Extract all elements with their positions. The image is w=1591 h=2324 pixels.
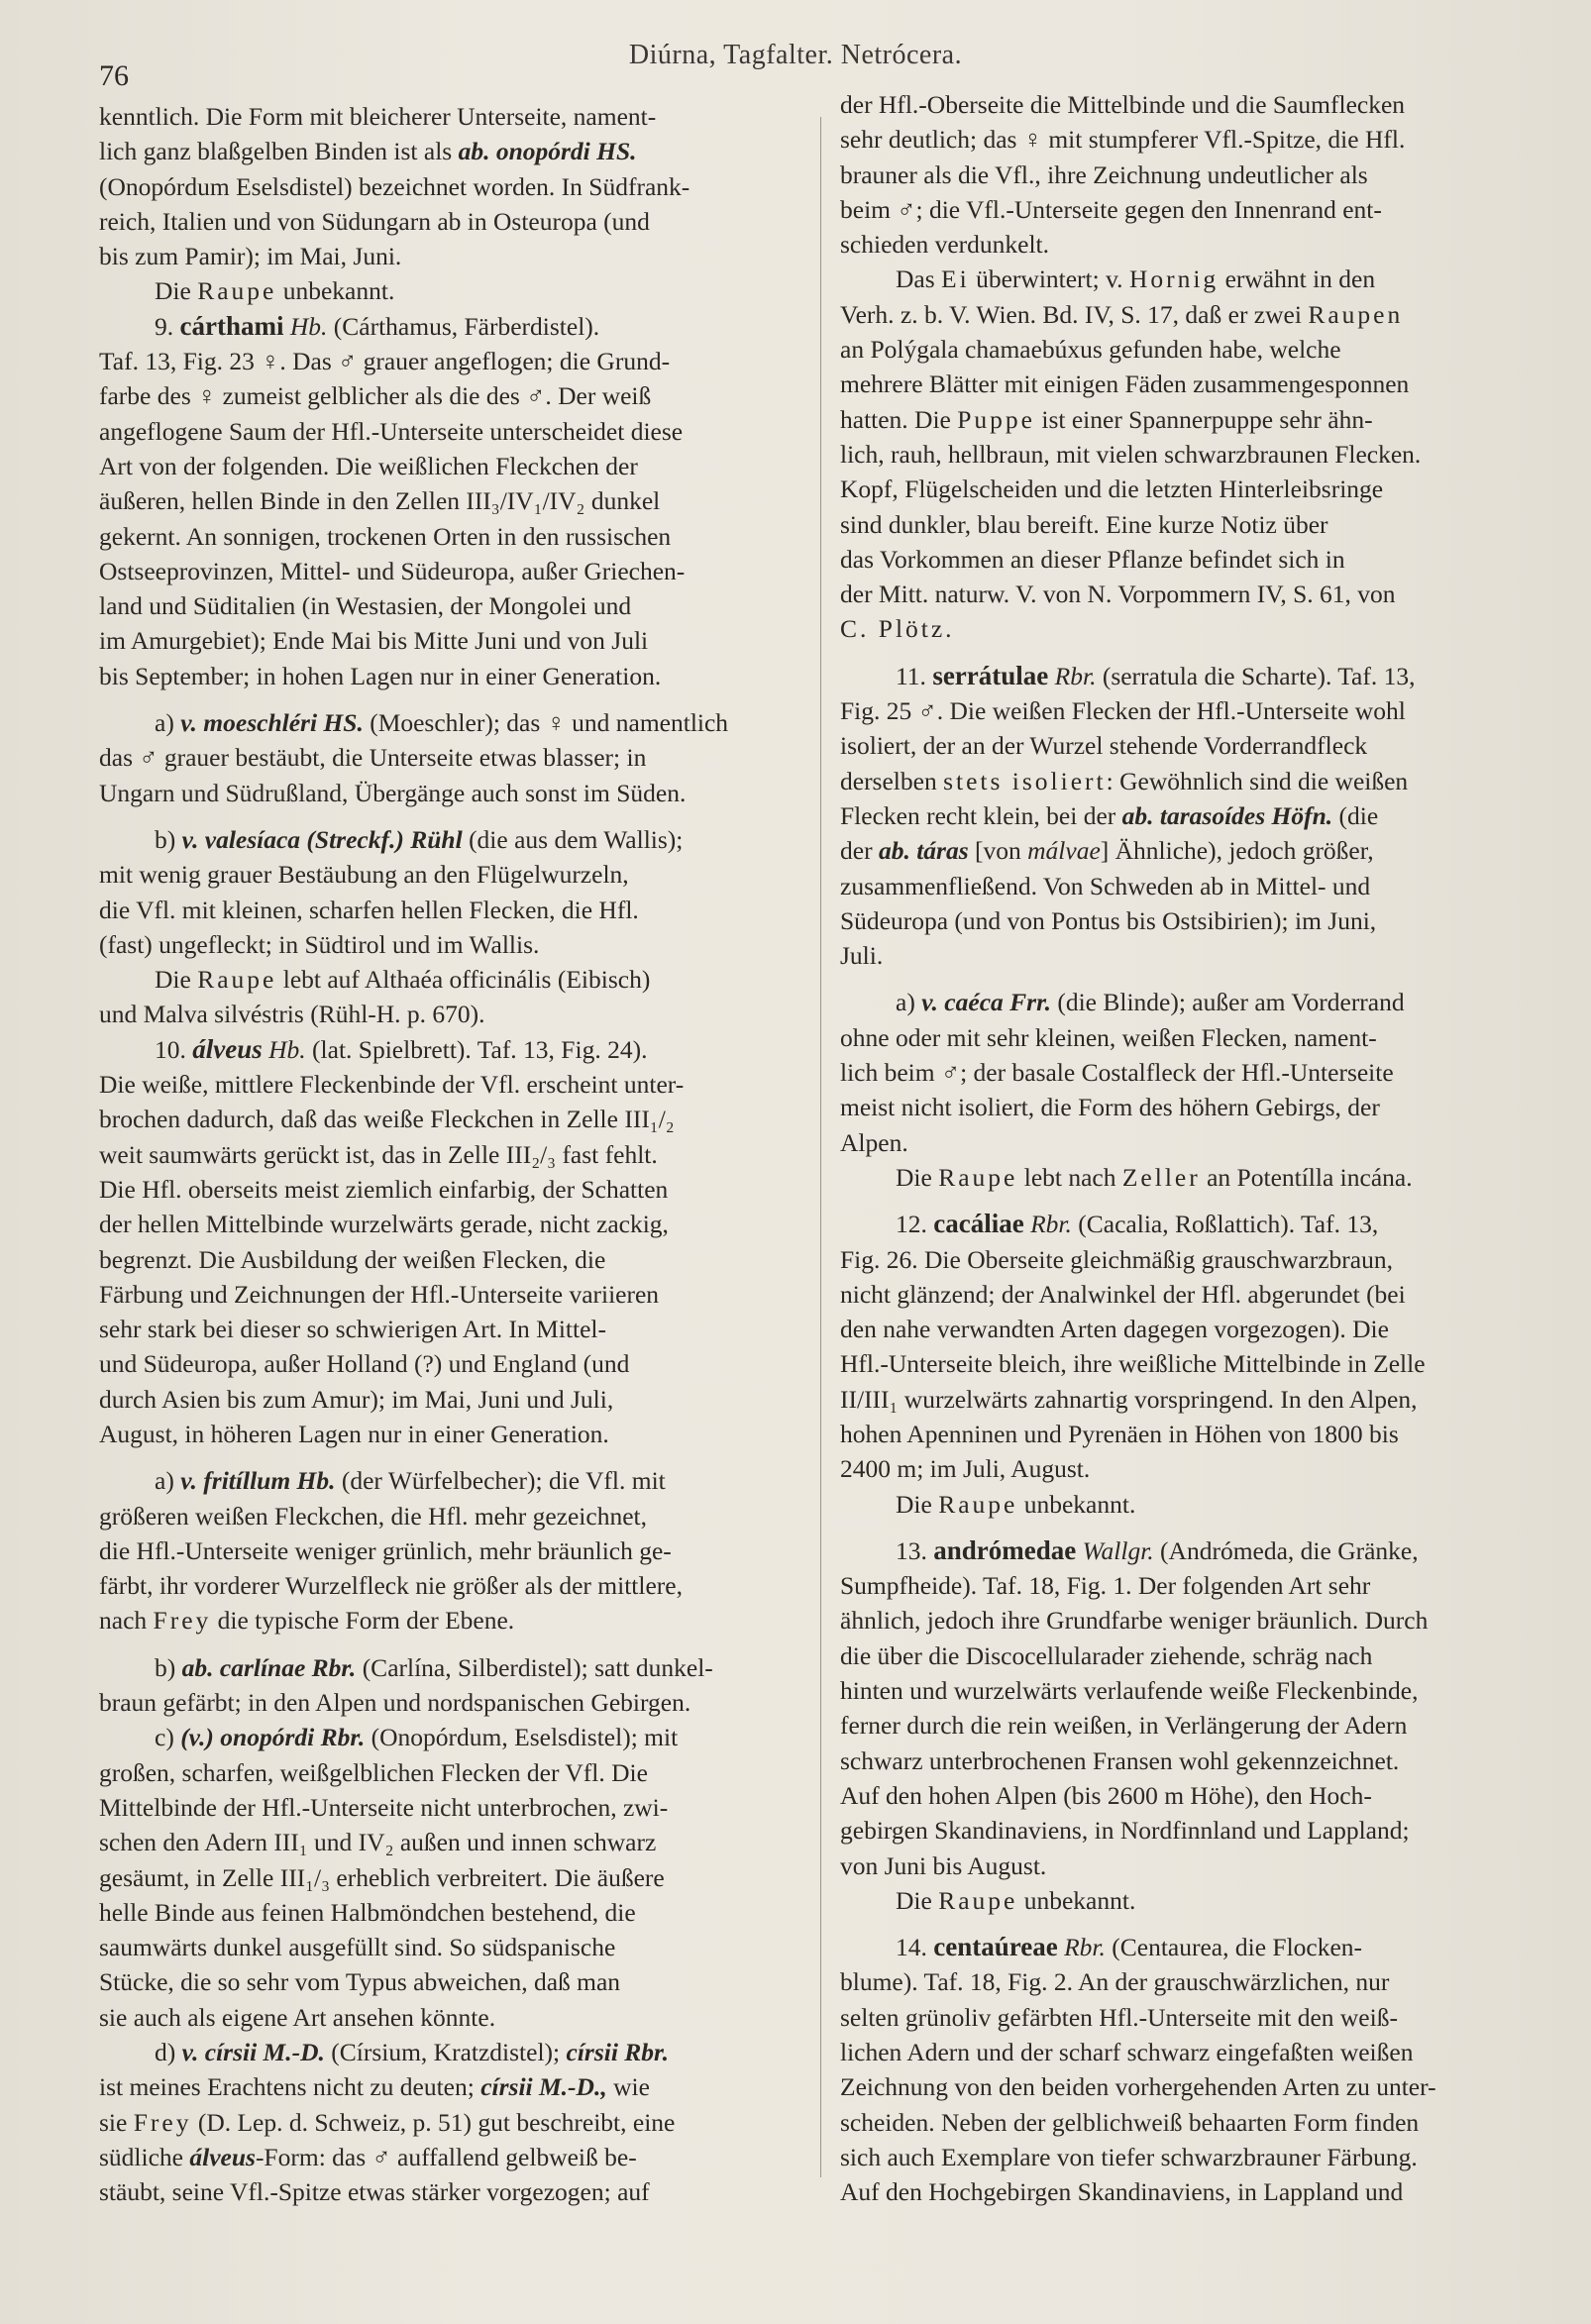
running-title: Diúrna, Tagfalter. Netrócera. xyxy=(628,40,963,70)
column-divider xyxy=(820,117,821,2177)
species-entry-alveus: 10. álveus Hb. (lat. Spielbrett). Taf. 13, Fig. 24). Die weiße, mittlere Fleckenbinde der Vfl. erscheint unter- brochen dadurch, daß das weiße Fleckchen in Zelle III₁/₂ weit saumwärts gerückt ist, das in Zelle III₂/₃ fast fehlt. Die Hfl. oberseits meist ziemlich einfarbig, der Schatten der hellen Mittelbinde wurzelwärts gerade, nicht zackig, begrenzt. Die Ausbildung der weißen Flecken, die Färbung und Zeichnungen der Hfl.-Unterseite variieren sehr stark bei dieser so schwierigen Art. In Mittel- und Südeuropa, außer Holland (?) und England (und durch Asien bis zum Amur); im Mai, Juni und Juli, August, in höheren Lagen nur in einer Generation. xyxy=(99,1033,685,1448)
variety-cirsii: d) v. círsii M.-D. (Círsium, Kratzdistel); círsii Rbr. ist meines Erachtens nicht zu deuten; círsii M.-D., wie sie Frey (D. Lep. d. Schweiz, p. 51) gut beschreibt, eine südliche álveus-Form: das ♂ auffallend gelbweiß be- stäubt, seine Vfl.-Spitze etwas stärker vorgezogen; auf xyxy=(99,2038,676,2207)
species-entry-cacaliae: 12. cacáliae Rbr. (Cacalia, Roßlattich). Taf. 13, Fig. 26. Die Oberseite gleichmäßig grauschwarzbraun, nicht glänzend; der Analwinkel der Hfl. abgerundet (bei den nahe verwandten Arten dagegen vorgezogen). Die Hfl.-Unterseite bleich, ihre weißliche Mittelbinde in Zelle II/III₁ wurzelwärts zahnartig vorspringend. In den Alpen, hohen Apenninen und Pyrenäen in Höhen von 1800 bis 2400 m; im Juli, August. xyxy=(840,1209,1426,1484)
paragraph-raupe-unknown-2: Die Raupe unbekannt. xyxy=(896,1489,1136,1519)
species-name-centaureae: centaúreae xyxy=(933,1932,1058,1962)
paragraph-raupe-unknown: Die Raupe unbekannt. xyxy=(155,276,395,306)
paragraph-raupe-althaea: Die Raupe lebt auf Althaéa officinális (Eibisch) und Malva silvéstris (Rühl-H. p. 670). xyxy=(99,965,651,1029)
aberration-carlinae: b) ab. carlínae Rbr. (Carlína, Silberdistel); satt dunkel- braun gefärbt; in den Alpen und nordspanischen Gebirgen. xyxy=(99,1652,713,1718)
paragraph-ei: Das Ei überwintert; v. Hornig erwähnt in den Verh. z. b. V. Wien. Bd. IV, S. 17, daß er zwei Raupen an Polýgala chamaebúxus gefunden habe, welche mehrere Blätter mit einigen Fäden zusammengesponnen hatten. Die Puppe ist einer Spannerpuppe sehr ähn- lich, rauh, hellbraun, mit vielen schwarzbraunen Flecken. Kopf, Flügelscheiden und die letzten Hinterleibsringe sind dunkler, blau bereift. Eine kurze Notiz über das Vorkommen an dieser Pflanze befindet sich in der Mitt. naturw. V. von N. Vorpommern IV, S. 61, von C. Plötz. xyxy=(840,264,1422,644)
species-name-alveus: álveus xyxy=(192,1033,263,1064)
paragraph-continued: der Hfl.-Oberseite die Mittelbinde und die Saumflecken sehr deutlich; das ♀ mit stumpferer Vfl.-Spitze, die Hfl. brauner als die Vfl., ihre Zeichnung undeutlicher als beim ♂; die Vfl.-Unterseite gegen den Innenrand ent- schieden verdunkelt. xyxy=(840,90,1406,260)
species-entry-andromedae: 13. andrómedae Wallgr. (Andrómeda, die Gränke, Sumpfheide). Taf. 18, Fig. 1. Der folgenden Art sehr ähnlich, jedoch ihre Grundfarbe weniger bräunlich. Durch die über die Discocellularader ziehende, schräg nach hinten und wurzelwärts verlaufende weiße Fleckenbinde, ferner durch die rein weißen, in Verlängerung der Adern schwarz unterbrochenen Fransen wohl gekennzeichnet. Auf den hohen Alpen (bis 2600 m Höhe), den Hoch- gebirgen Skandinaviens, in Nordfinnland und Lappland; von Juni bis August. xyxy=(840,1534,1429,1880)
species-name-cacaliae: cacáliae xyxy=(933,1209,1024,1239)
species-name-carthami: cárthami xyxy=(179,310,284,341)
variety-onopordi: c) (v.) onopórdi Rbr. (Onopórdum, Eselsdistel); mit großen, scharfen, weißgelblichen Flecken der Vfl. Die Mittelbinde der Hfl.-Unterseite nicht unterbrochen, zwi- schen den Adern III₁ und IV₂ außen und innen schwarz gesäumt, in Zelle III₁/₃ erheblich verbreitert. Die äußere helle Binde aus feinen Halbmöndchen bestehend, die saumwärts dunkel ausgefüllt sind. So südspanische Stücke, die so sehr vom Typus abweichen, daß man sie auch als eigene Art ansehen könnte. xyxy=(99,1723,679,2032)
variety-valesiaca: b) v. valesíaca (Streckf.) Rühl (die aus dem Wallis); mit wenig grauer Bestäubung an den Flügelwurzeln, die Vfl. mit kleinen, scharfen hellen Flecken, die Hfl. (fast) ungefleckt; in Südtirol und im Wallis. xyxy=(99,824,684,959)
paragraph-raupe-unknown-3: Die Raupe unbekannt. xyxy=(896,1885,1136,1915)
page-number: 76 xyxy=(99,59,129,92)
variety-moeschleri: a) v. moeschléri HS. (Moeschler); das ♀ und namentlich das ♂ grauer bestäubt, die Unterseite etwas blasser; in Ungarn und Südrußland, Übergänge auch sonst im Süden. xyxy=(99,708,729,807)
variety-fritillum: a) v. fritíllum Hb. (der Würfelbecher); die Vfl. mit größeren weißen Fleckchen, die Hfl. mehr gezeichnet, die Hfl.-Unterseite weniger grünlich, mehr bräunlich ge- färbt, ihr vorderer Wurzelfleck nie größer als der mittlere, nach Frey die typische Form der Ebene. xyxy=(99,1466,683,1636)
left-column xyxy=(99,99,798,2210)
species-entry-serratulae: 11. serrátulae Rbr. (serratula die Scharte). Taf. 13, Fig. 25 ♂. Die weißen Flecken der Hfl.-Unterseite wohl isoliert, der an der Wurzel stehende Vorderrandfleck derselben stets isoliert: Gewöhnlich sind die weißen Flecken recht klein, bei der ab. tarasoídes Höfn. (die der ab. táras [von málvae] Ähnliche), jedoch größer, zusammenfließend. Von Schweden ab in Mittel- und Südeuropa (und von Pontus bis Ostsibirien); im Juni, Juli. xyxy=(840,660,1416,971)
paragraph-raupe-potentilla: Die Raupe lebt nach Zeller an Potentílla incána. xyxy=(896,1162,1413,1192)
variety-caeca: a) v. caéca Frr. (die Blinde); außer am Vorderrand ohne oder mit sehr kleinen, weißen Flecken, nament- lich beim ♂; der basale Costalfleck der Hfl.-Unterseite meist nicht isoliert, die Form des höhern Gebirgs, der Alpen. xyxy=(840,988,1405,1157)
species-name-serratulae: serrátulae xyxy=(932,660,1049,690)
right-column xyxy=(840,87,1543,2210)
species-name-andromedae: andrómedae xyxy=(933,1534,1077,1565)
species-entry-centaureae: 14. centaúreae Rbr. (Centaurea, die Flocken- blume). Taf. 18, Fig. 2. An der grauschwärzlichen, nur selten grünoliv gefärbten Hfl.-Unterseite mit den weiß- lichen Adern und der scharf schwarz eingefaßten weißen Zeichnung von den beiden vorhergehenden Arten zu unter- scheiden. Neben der gelblichweiß behaarten Form finden sich auch Exemplare von tiefer schwarzbrauner Färbung. Auf den Hochgebirgen Skandinaviens, in Lappland und xyxy=(840,1932,1436,2207)
paragraph-intro: kenntlich. Die Form mit bleicherer Unterseite, nament- lich ganz blaßgelben Binden ist als ab. onopórdi HS. (Onopórdum Eselsdistel) bezeichnet worden. In Südfrank- reich, Italien und von Südungarn ab in Osteuropa (und bis zum Pamir); im Mai, Juni. xyxy=(99,102,690,271)
species-entry-carthami: 9. cárthami Hb. (Cárthamus, Färberdistel). Taf. 13, Fig. 23 ♀. Das ♂ grauer angeflogen; die Grund- farbe des ♀ zumeist gelblicher als die des ♂. Der weiß angeflogene Saum der Hfl.-Unterseite unterscheidet diese Art von der folgenden. Die weißlichen Fleckchen der äußeren, hellen Binde in den Zellen III₃/IV₁/IV₂ dunkel gekernt. An sonnigen, trockenen Orten in den russischen Ostseeprovinzen, Mittel- und Südeuropa, außer Griechen- land und Süditalien (in Westasien, der Mongolei und im Amurgebiet); Ende Mai bis Mitte Juni und von Juli bis September; in hohen Lagen nur in einer Generation. xyxy=(99,310,686,690)
